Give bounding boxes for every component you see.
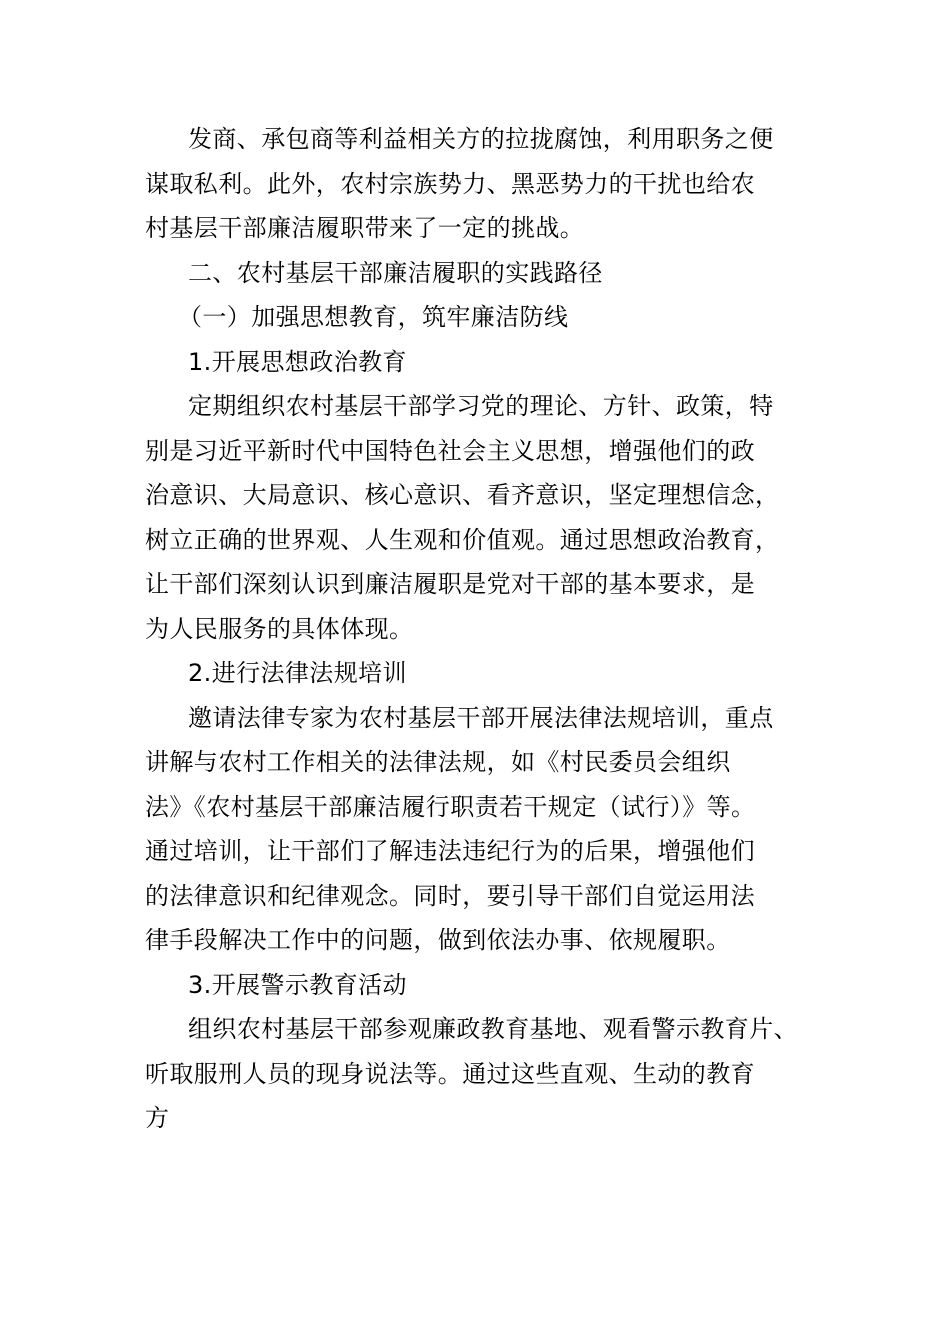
text-line: 律手段解决工作中的问题，做到依法办事、依规履职。 — [145, 926, 731, 954]
text-line: 组织农村基层干部参观廉政教育基地、观看警示教育片、 — [188, 1015, 798, 1043]
text-line: 听取服刑人员的现身说法等。通过这些直观、生动的教育 — [145, 1060, 755, 1088]
text-line: 通过培训，让干部们了解违法违纪行为的后果，增强他们 — [145, 837, 755, 865]
item-heading: 2.进行法律法规培训 — [188, 659, 407, 687]
text-line: 谋取私利。此外，农村宗族势力、黑恶势力的干扰也给农 — [145, 170, 755, 198]
text-line: 讲解与农村工作相关的法律法规，如《村民委员会组织 — [145, 748, 731, 776]
text-line: 为人民服务的具体体现。 — [145, 615, 414, 643]
text-line: 村基层干部廉洁履职带来了一定的挑战。 — [145, 214, 585, 242]
subsection-heading: （一）加强思想教育，筑牢廉洁防线 — [178, 303, 569, 331]
text-line: 别是习近平新时代中国特色社会主义思想，增强他们的政 — [145, 437, 755, 465]
text-line: 方 — [145, 1104, 170, 1132]
text-line: 树立正确的世界观、人生观和价值观。通过思想政治教育， — [145, 526, 780, 554]
text-line: 的法律意识和纪律观念。同时，要引导干部们自觉运用法 — [145, 882, 755, 910]
text-line: 邀请法律专家为农村基层干部开展法律法规培训，重点 — [188, 704, 774, 732]
item-heading: 3.开展警示教育活动 — [188, 971, 407, 999]
text-line: 治意识、大局意识、核心意识、看齐意识，坚定理想信念， — [145, 481, 780, 509]
section-heading: 二、农村基层干部廉洁履职的实践路径 — [188, 259, 603, 287]
text-line: 发商、承包商等利益相关方的拉拢腐蚀，利用职务之便 — [188, 125, 774, 153]
text-line: 定期组织农村基层干部学习党的理论、方针、政策，特 — [188, 392, 774, 420]
text-line: 让干部们深刻认识到廉洁履职是党对干部的基本要求，是 — [145, 570, 755, 598]
text-line: 法》《农村基层干部廉洁履行职责若干规定（试行）》等。 — [145, 793, 756, 821]
item-heading: 1.开展思想政治教育 — [188, 348, 407, 376]
